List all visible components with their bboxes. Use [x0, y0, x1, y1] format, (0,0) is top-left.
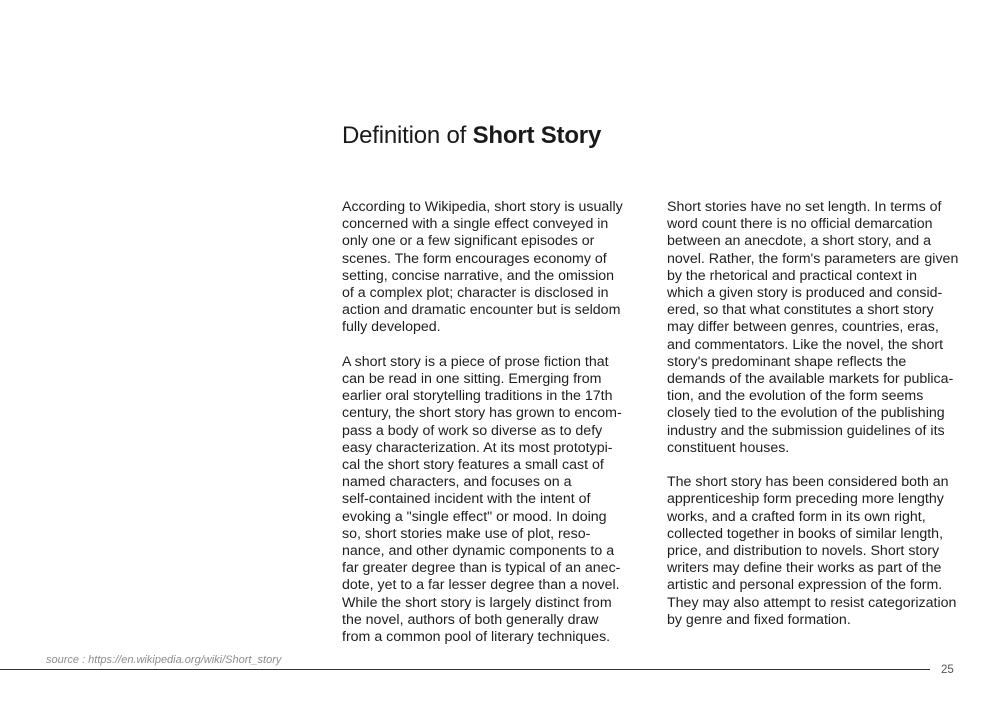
right-text-column [667, 199, 967, 629]
title-emphasis: Short Story [472, 122, 602, 149]
text-line: word count there is no official demarcation [667, 216, 933, 233]
paragraph [342, 354, 642, 646]
text-line: concerned with a single effect conveyed in [342, 216, 609, 233]
text-line: fully developed. [342, 319, 441, 336]
text-line: scenes. The form encourages economy of [342, 250, 607, 267]
text-line: closely tied to the evolution of the publishing [667, 405, 945, 422]
text-line: price, and distribution to novels. Short story [667, 543, 940, 560]
text-line: cal the short story features a small cast of [342, 457, 604, 474]
text-line: apprenticeship form preceding more lengthy [667, 491, 944, 508]
text-line: A short story is a piece of prose fiction that [342, 353, 609, 370]
text-line: which a given story is produced and consid- [667, 285, 943, 302]
page-number: 25 [941, 664, 954, 676]
footer-divider [0, 669, 930, 670]
paragraph-gap [342, 337, 642, 354]
text-line: from a common pool of literary techniques. [342, 629, 611, 646]
text-line: works, and a crafted form in its own right, [667, 508, 926, 525]
text-line: by the rhetorical and practical context in [667, 267, 917, 284]
text-line: writers may define their works as part of the [667, 560, 942, 577]
page-title [342, 122, 601, 150]
text-line: Short stories have no set length. In terms of [667, 199, 942, 215]
paragraph [667, 474, 967, 629]
text-line: nance, and other dynamic components to a [342, 543, 615, 560]
source-citation: source : https://en.wikipedia.org/wiki/Short_story [46, 654, 282, 666]
text-line: far greater degree than is typical of an anec- [342, 560, 621, 577]
text-line: between an anecdote, a short story, and a [667, 233, 931, 250]
paragraph [667, 199, 967, 457]
text-line: According to Wikipedia, short story is usually [342, 199, 623, 215]
text-line: artistic and personal expression of the form. [667, 577, 943, 594]
paragraph-gap [667, 457, 967, 474]
text-line: so, short stories make use of plot, reso- [342, 525, 591, 542]
text-line: They may also attempt to resist categorization [667, 594, 957, 611]
text-line: of a complex plot; character is disclosed in [342, 285, 609, 302]
text-line: demands of the available markets for publica- [667, 371, 954, 388]
text-line: and commentators. Like the novel, the short [667, 336, 944, 353]
text-line: self-contained incident with the intent of [342, 491, 591, 508]
text-line: evoking a "single effect" or mood. In doing [342, 508, 607, 525]
text-line: action and dramatic encounter but is seldom [342, 302, 621, 319]
text-line: dote, yet to a far lesser degree than a novel. [342, 577, 620, 594]
paragraph [342, 199, 642, 337]
text-line: only one or a few significant episodes or [342, 233, 595, 250]
text-line: earlier oral storytelling traditions in the 17th [342, 388, 613, 405]
text-line: story's predominant shape reflects the [667, 353, 907, 370]
text-line: The short story has been considered both an [667, 474, 949, 491]
text-line: ered, so that what constitutes a short story [667, 302, 934, 319]
text-line: easy characterization. At its most prototypi- [342, 439, 613, 456]
text-line: named characters, and focuses on a [342, 474, 572, 491]
text-line: tion, and the evolution of the form seems [667, 388, 924, 405]
text-line: While the short story is largely distinct from [342, 594, 612, 611]
text-line: by genre and fixed formation. [667, 611, 851, 628]
text-line: the novel, authors of both generally draw [342, 611, 599, 628]
text-line: constituent houses. [667, 439, 790, 456]
text-line: novel. Rather, the form's parameters are given [667, 250, 959, 267]
text-line: may differ between genres, countries, eras, [667, 319, 939, 336]
text-line: can be read in one sitting. Emerging from [342, 371, 602, 388]
left-text-column [342, 199, 642, 646]
text-line: setting, concise narrative, and the omission [342, 267, 615, 284]
title-prefix: Definition of [342, 122, 473, 149]
text-line: pass a body of work so diverse as to defy [342, 422, 603, 439]
text-line: century, the short story has grown to encom- [342, 405, 622, 422]
text-line: collected together in books of similar length, [667, 525, 944, 542]
text-line: industry and the submission guidelines of its [667, 422, 945, 439]
